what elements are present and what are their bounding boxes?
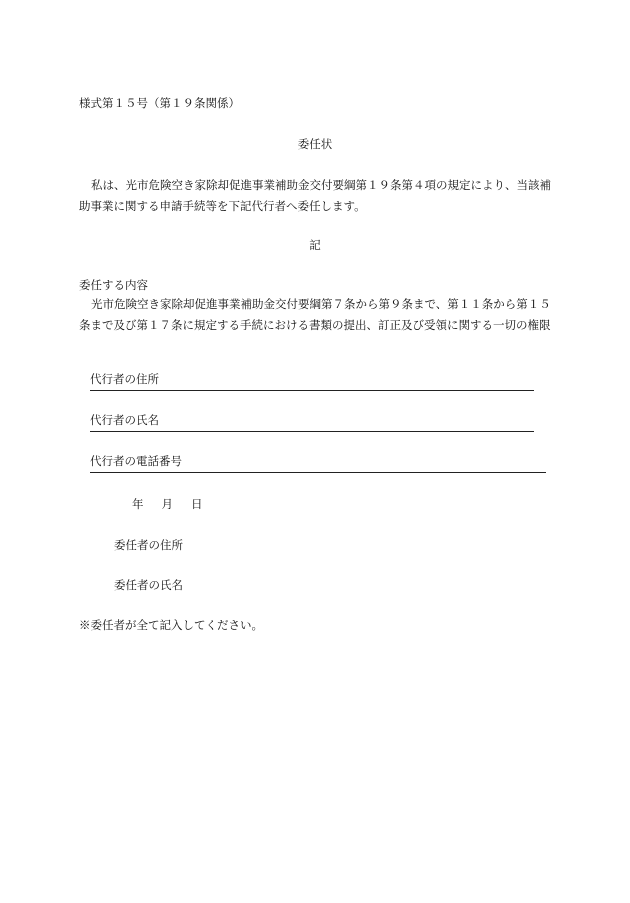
section-heading: 委任する内容: [79, 278, 148, 292]
agent-name-label: 代行者の氏名: [90, 413, 159, 427]
principal-name-label: 委任者の氏名: [114, 578, 183, 592]
agent-phone-field[interactable]: [90, 452, 546, 473]
agent-phone-label: 代行者の電話番号: [90, 454, 182, 468]
section-text: 光市危険空き家除却促進事業補助金交付要綱第７条から第９条まで、第１１条から第１５条まで及び第１７条に規定する手続における書類の提出、訂正及び受領に関する一切の権限: [79, 297, 551, 332]
date-year: 年: [132, 497, 144, 511]
ki-heading: 記: [309, 238, 321, 252]
date-line[interactable]: [114, 494, 203, 514]
agent-name-field[interactable]: [90, 411, 534, 432]
footnote: ※委任者が全て記入してください。: [79, 618, 263, 632]
body-paragraph: 私は、光市危険空き家除却促進事業補助金交付要綱第１９条第４項の規定により、当該補助事業に関する申請手続等を下記代行者へ委任します。: [79, 178, 551, 213]
agent-address-field[interactable]: [90, 370, 534, 391]
form-number: 様式第１５号（第１９条関係）: [79, 96, 240, 110]
principal-address-label: 委任者の住所: [114, 538, 183, 552]
agent-address-label: 代行者の住所: [90, 372, 159, 386]
document-title: 委任状: [297, 137, 333, 151]
date-month: 月: [161, 497, 173, 511]
date-day: 日: [191, 497, 203, 511]
